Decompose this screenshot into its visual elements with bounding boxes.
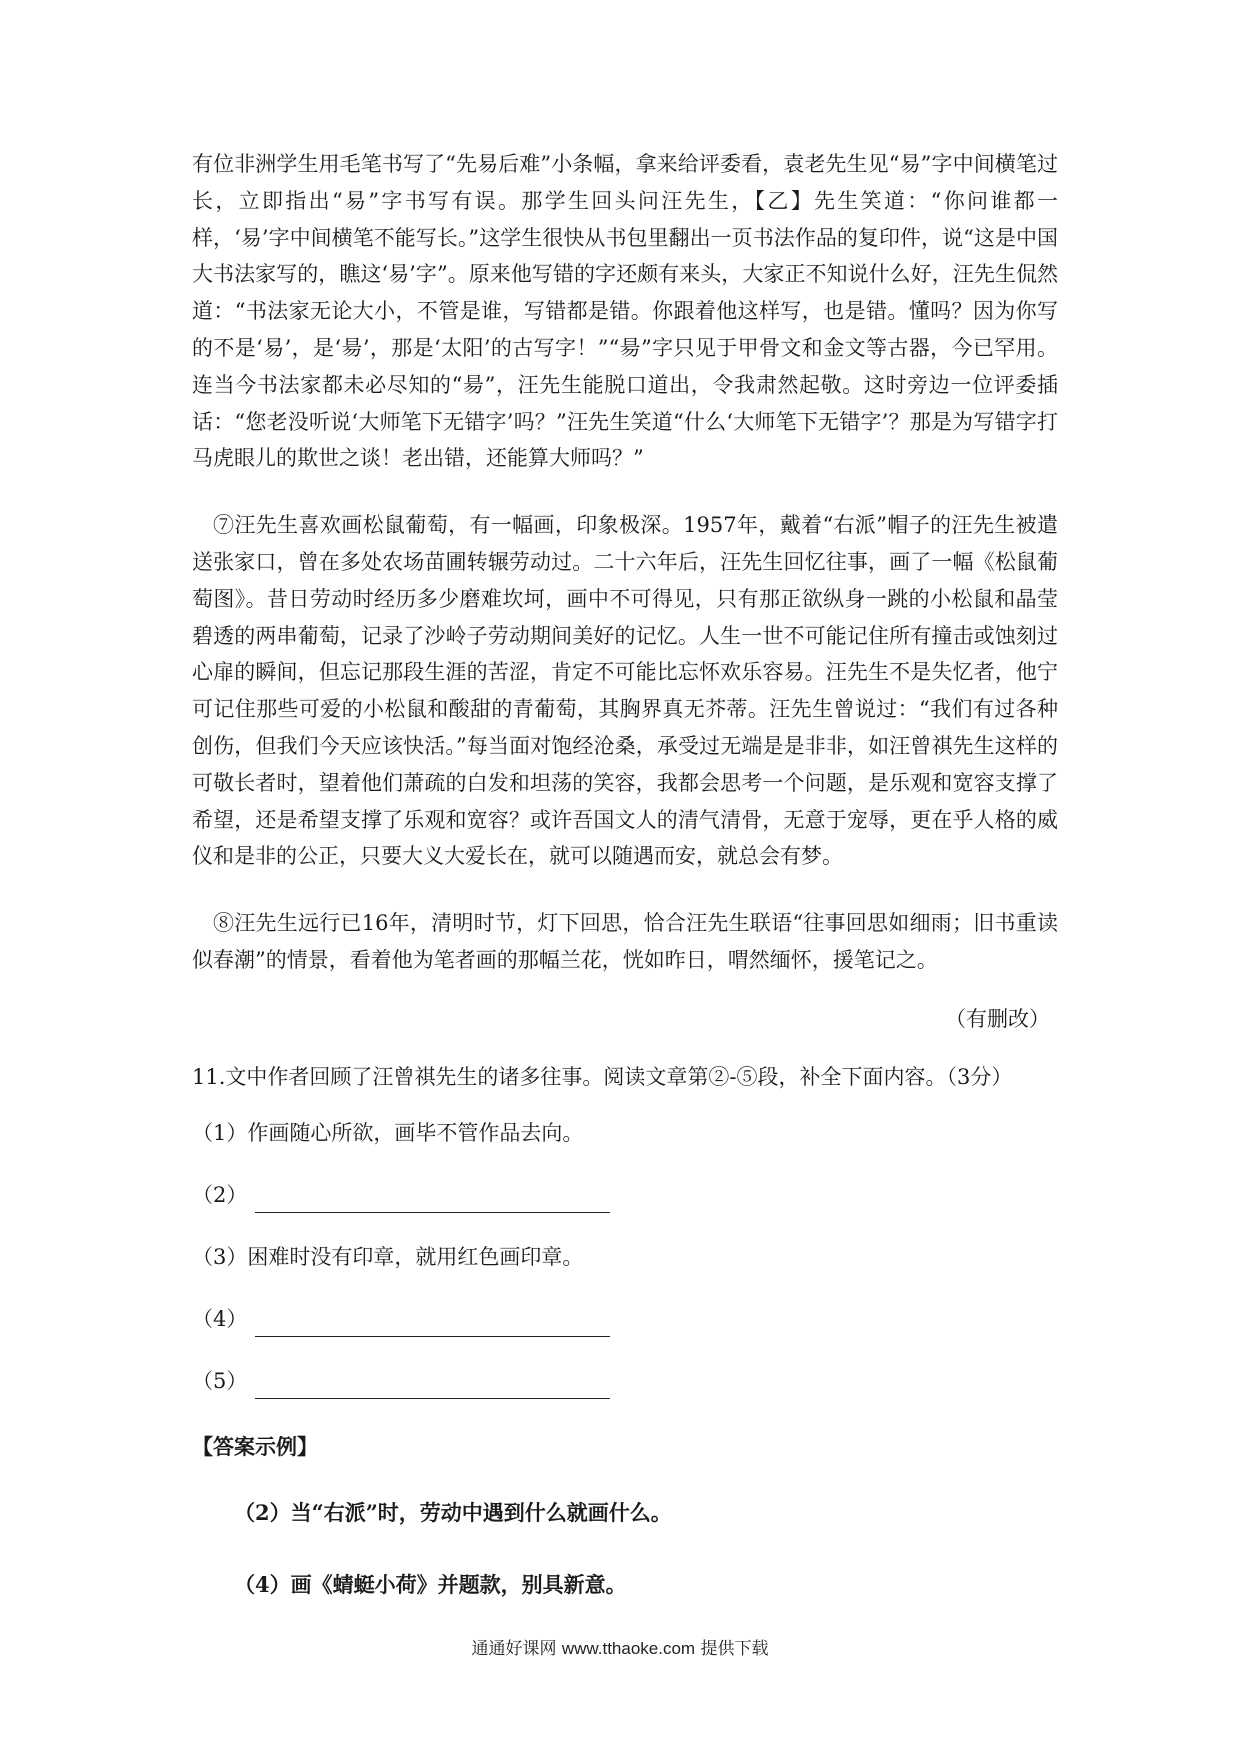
item-text: 作画随心所欲，画毕不管作品去向。 <box>247 1120 584 1145</box>
document-page <box>192 146 1058 1603</box>
article-paragraph-6: 有位非洲学生用毛笔书写了“先易后难”小条幅，拿来给评委看，袁老先生见“易”字中间横笔过长，立即指出“易”字书写有误。那学生回头问汪先生，【乙】先生笑道：“你问谁都一样，‘易’字中间横笔不能写长。”这学生很快从书包里翻出一页书法作品的复印件，说“这是中国大书法家写的，瞧这‘易’字”。原来他写错的字还颇有来头，大家正不知说什么好，汪先生侃然道：“书法家无论大小，不管是谁，写错都是错。你跟着他这样写，也是错。懂吗？因为你写的不是‘易’，是‘昜’，那是‘太阳’的古写字！”“昜”字只见于甲骨文和金文等古器，今已罕用。连当今书法家都未必尽知的“昜”，汪先生能脱口道出，令我肃然起敬。这时旁边一位评委插话：“您老没听说‘大师笔下无错字’吗？”汪先生笑道“什么‘大师笔下无错字’？那是为写错字打马虎眼儿的欺世之谈！老出错，还能算大师吗？” <box>192 152 1058 471</box>
answer-blank[interactable] <box>255 1310 610 1337</box>
question-item-3 <box>192 1239 1058 1275</box>
page-footer <box>0 1634 1240 1659</box>
answer-item-4: （4）画《蜻蜓小荷》并题款，别具新意。 <box>234 1571 627 1597</box>
article-paragraph-8: ⑧汪先生远行已16年，清明时节，灯下回思，恰合汪先生联语“往事回思如细雨；旧书重读似春潮”的情景，看着他为笔者画的那幅兰花，恍如昨日，喟然缅怀，援笔记之。 <box>192 911 1058 972</box>
item-number: （2） <box>192 1182 248 1207</box>
footer-brand: 通通好课网 <box>471 1639 557 1659</box>
article-paragraph-7: ⑦汪先生喜欢画松鼠葡萄，有一幅画，印象极深。1957年，戴着“右派”帽子的汪先生被遣送张家口，曾在多处农场苗圃转辗劳动过。二十六年后，汪先生回忆往事，画了一幅《松鼠葡萄图》。昔日劳动时经历多少磨难坎坷，画中不可得见，只有那正欲纵身一跳的小松鼠和晶莹碧透的两串葡萄，记录了沙岭子劳动期间美好的记忆。人生一世不可能记住所有撞击或蚀刻过心扉的瞬间，但忘记那段生涯的苦涩，肯定不可能比忘怀欢乐容易。汪先生不是失忆者，他宁可记住那些可爱的小松鼠和酸甜的青葡萄，其胸界真无芥蒂。汪先生曾说过：“我们有过各种创伤，但我们今天应该快活。”每当面对饱经沧桑，承受过无端是是非非，如汪曾祺先生这样的可敬长者时，望着他们萧疏的白发和坦荡的笑容，我都会思考一个问题，是乐观和宽容支撑了希望，还是希望支撑了乐观和宽容？或许吾国文人的清气清骨，无意于宠辱，更在乎人格的威仪和是非的公正，只要大义大爱长在，就可以随遇而安，就总会有梦。 <box>192 513 1058 869</box>
item-number: （1） <box>192 1120 248 1145</box>
footer-site-link[interactable]: www.tthaoke.com <box>561 1639 696 1658</box>
question-item-5 <box>192 1363 1058 1399</box>
footer-suffix: 提供下载 <box>700 1639 769 1659</box>
answer-blank[interactable] <box>255 1372 610 1399</box>
question-item-2 <box>192 1177 1058 1213</box>
edit-note: （有删改） <box>945 1006 1050 1031</box>
answer-item-2: （2）当“右派”时，劳动中遇到什么就画什么。 <box>234 1499 672 1525</box>
question-item-1 <box>192 1115 1058 1151</box>
item-text: 困难时没有印章，就用红色画印章。 <box>247 1244 584 1269</box>
item-number: （3） <box>192 1244 248 1269</box>
answer-blank[interactable] <box>255 1186 610 1213</box>
item-number: （4） <box>192 1306 248 1331</box>
item-number: （5） <box>192 1368 248 1393</box>
question-item-4 <box>192 1301 1058 1337</box>
question-11: 11.文中作者回顾了汪曾祺先生的诸多往事。阅读文章第②-⑤段，补全下面内容。（3分） <box>192 1064 1013 1089</box>
answer-heading: 【答案示例】 <box>192 1433 318 1459</box>
